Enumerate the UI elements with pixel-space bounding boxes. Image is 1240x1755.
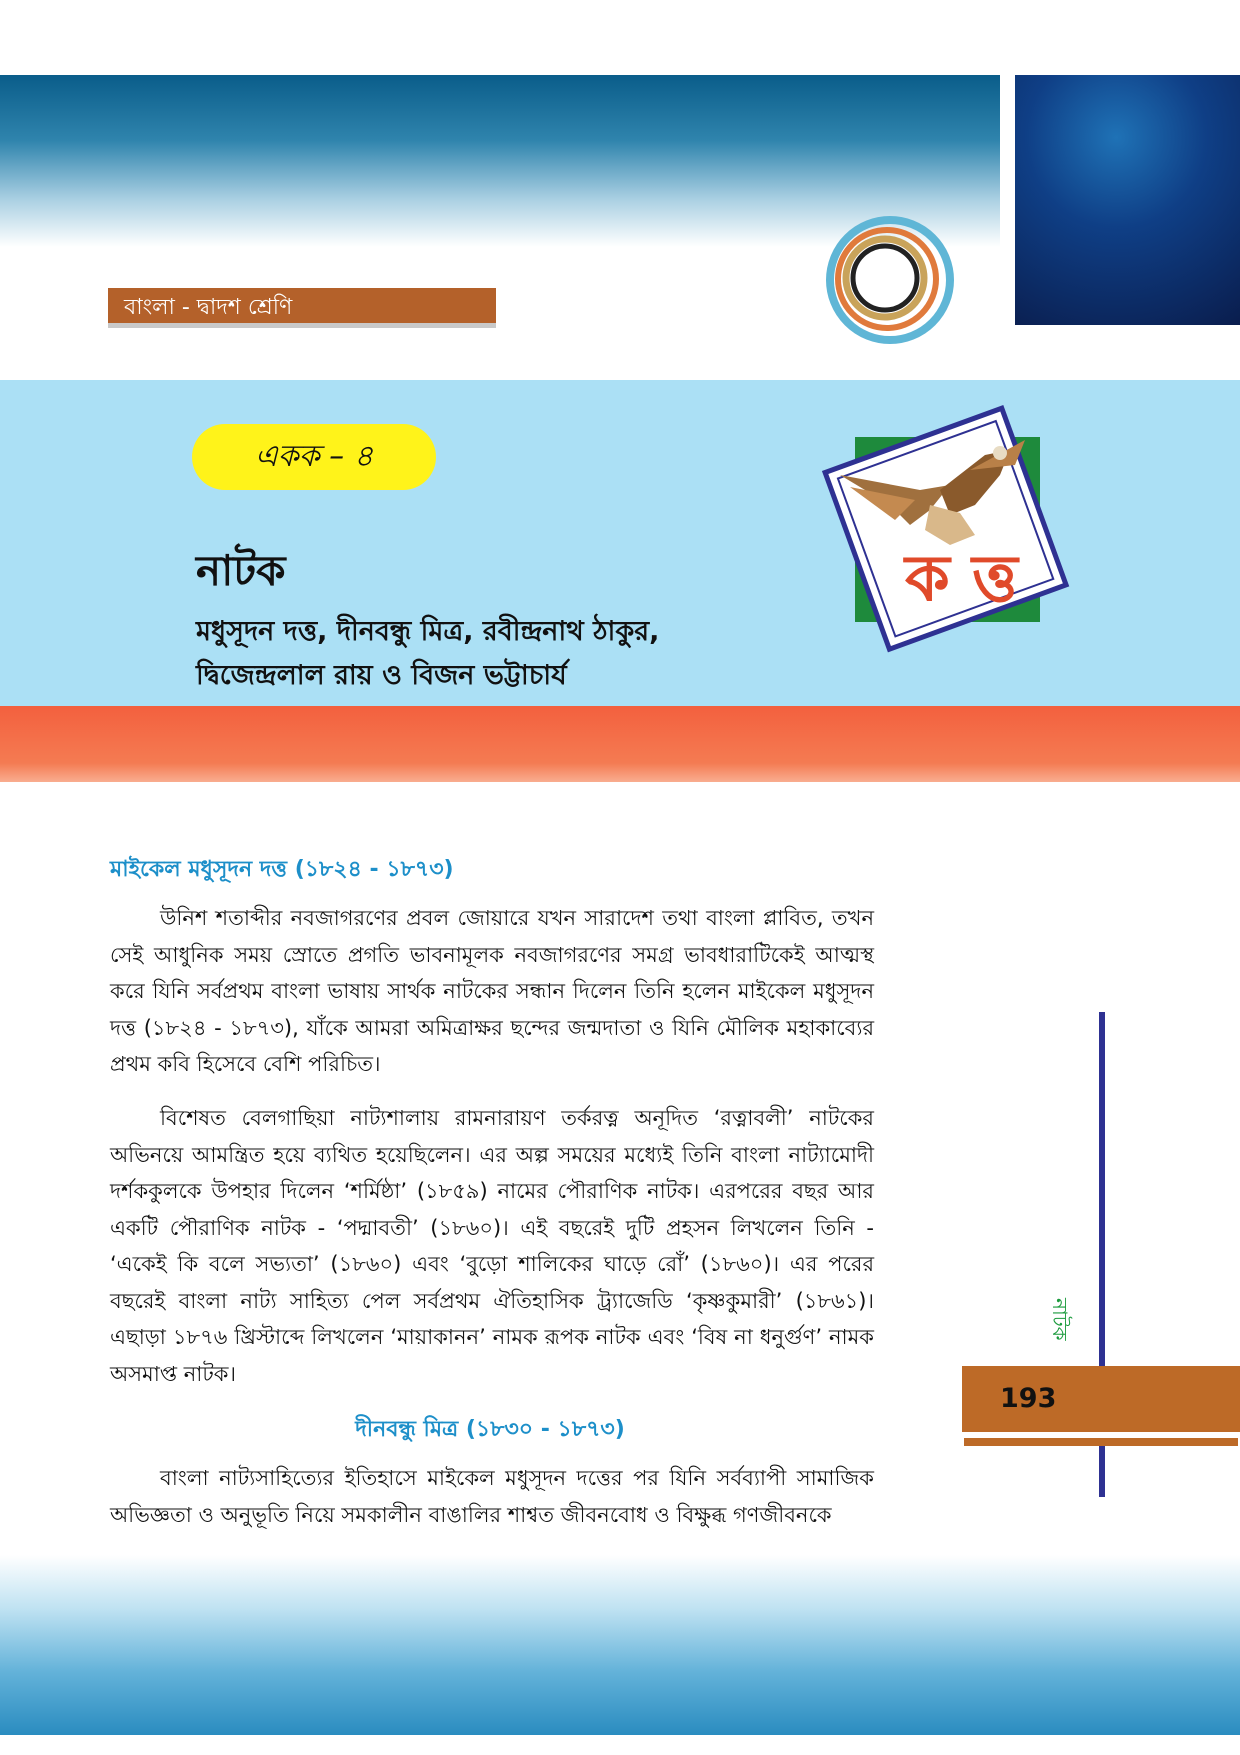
- section-heading-dinabandhu: দীনবন্ধু মিত্র (১৮৩০ - ১৮৭৩): [355, 1417, 625, 1442]
- ring-logo-icon: [815, 205, 965, 355]
- authors-line-1: মধুসূদন দত্ত, দীনবন্ধু মিত্র, রবীন্দ্রনাথ ঠাকুর,: [196, 616, 660, 647]
- authors-line-2: দ্বিজেন্দ্রলাল রায় ও বিজন ভট্টাচার্য: [196, 660, 567, 691]
- page-number: 193: [1000, 1383, 1057, 1414]
- unit-badge: একক – ৪: [192, 424, 436, 490]
- emblem-letters: ক ত্ত: [905, 542, 1018, 616]
- margin-chapter-label: নাটক: [1048, 1298, 1072, 1341]
- eagle-emblem-icon: [810, 395, 1080, 655]
- class-label-tag: বাংলা - দ্বাদশ শ্রেণি: [108, 288, 496, 328]
- orange-divider-band: [0, 706, 1240, 782]
- chapter-title: নাটক: [196, 546, 286, 595]
- footer-gradient-band: [0, 1555, 1240, 1735]
- section-heading-madhusudan: মাইকেল মধুসূদন দত্ত (১৮২৪ - ১৮৭৩): [110, 857, 454, 882]
- header-blue-square: [1015, 75, 1240, 325]
- chapter-authors: [196, 610, 756, 698]
- paragraph-1: উনিশ শতাব্দীর নবজাগরণের প্রবল জোয়ারে যখন সারাদেশ তথা বাংলা প্লাবিত, তখন সেই আধুনিক সময় স্রোতে প্রগতি ভাবনামূলক নবজাগরণের সমগ্র ভাবধারাটিকেই আত্মস্থ করে যিনি সর্বপ্রথম বাংলা ভাষায় সার্থক নাটকের সন্ধান দিলেন তিনি হলেন মাইকেল মধুসূদন দত্ত (১৮২৪ - ১৮৭৩), যাঁকে আমরা অমিত্রাক্ষর ছন্দের জন্মদাতা ও যিনি মৌলিক মহাকাব্যের প্রথম কবি হিসেবে বেশি পরিচিত।: [110, 906, 874, 1076]
- paragraph-2: বিশেষত বেলগাছিয়া নাট্যশালায় রামনারায়ণ তর্করত্ন অনূদিত ‘রত্নাবলী’ নাটকের অভিনয়ে আমন্ত্রিত হয়ে ব্যথিত হয়েছিলেন। এর অল্প সময়ের মধ্যেই তিনি বাংলা নাট্যামোদী দর্শককুলকে উপহার দিলেন ‘শর্মিষ্ঠা’ (১৮৫৯) নামের পৌরাণিক নাটক। এরপরের বছর আর একটি পৌরাণিক নাটক - ‘পদ্মাবতী’ (১৮৬০)। এই বছরেই দুটি প্রহসন লিখলেন তিনি - ‘একেই কি বলে সভ্যতা’ (১৮৬০) এবং ‘বুড়ো শালিকের ঘাড়ে রোঁ’ (১৮৬০)। এর পরের বছরেই বাংলা নাট্য সাহিত্য পেল সর্বপ্রথম ঐতিহাসিক ট্র্যাজেডি ‘কৃষ্ণকুমারী’ (১৮৬১)। এছাড়া ১৮৭৬ খ্রিস্টাব্দে লিখলেন ‘মায়াকানন’ নামক রূপক নাটক এবং ‘বিষ না ধনুর্গুণ’ নামক অসমাপ্ত নাটক।: [110, 1106, 874, 1386]
- paragraph-3: বাংলা নাট্যসাহিত্যের ইতিহাসে মাইকেল মধুসূদন দত্তের পর যিনি সর্বব্যাপী সামাজিক অভিজ্ঞতা ও অনুভূতি নিয়ে সমকালীন বাঙালির শাশ্বত জীবনবোধ ও বিক্ষুব্ধ গণজীবনকে: [110, 1466, 874, 1527]
